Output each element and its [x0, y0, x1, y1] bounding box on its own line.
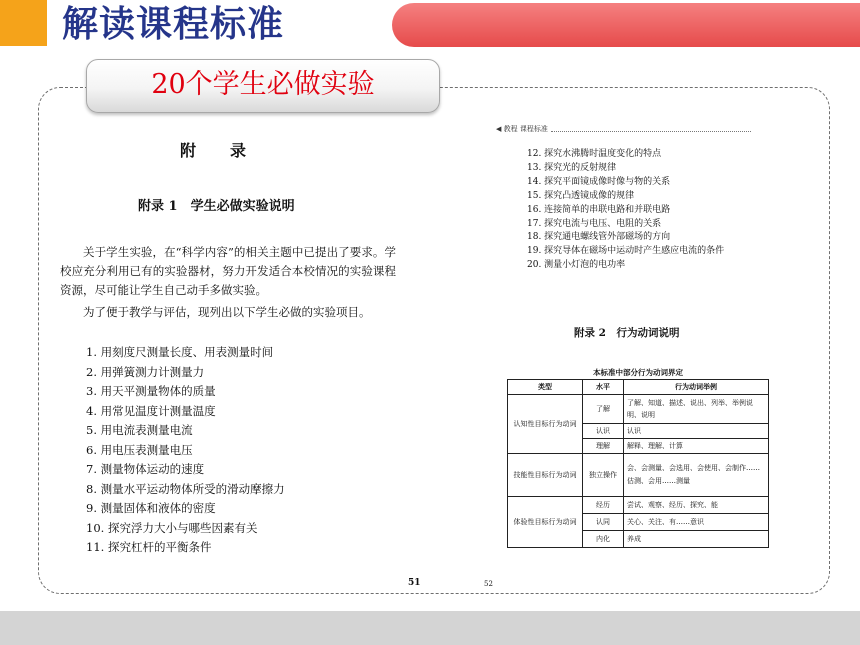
page-number-right: 52: [484, 580, 493, 588]
list-item: 11. 探究杠杆的平衡条件: [86, 540, 212, 554]
appendix-2-heading: 附录 2 行为动词说明: [574, 327, 680, 339]
appendix-title: 附录: [180, 141, 281, 160]
experiment-list-right: [527, 148, 724, 273]
list-item: 2. 用弹簧测力计测量力: [86, 364, 205, 379]
list-item: 15. 探究凸透镜成像的规律: [527, 190, 635, 201]
list-item: 9. 测量固体和液体的密度: [86, 501, 216, 515]
list-item: 7. 测量物体运动的速度: [86, 462, 205, 476]
table-row: [508, 395, 769, 424]
running-header-text: ◀ 教程 课程标准: [496, 125, 548, 133]
list-item: 3. 用天平测量物体的质量: [86, 384, 216, 398]
list-item: 13. 探究光的反射规律: [527, 162, 617, 173]
subtitle: 20个学生必做实验: [151, 69, 375, 100]
red-banner-bar: [392, 3, 860, 47]
example-cell: 会、会测量、会选用、会使用、会制作……估测、会用……测量: [624, 454, 769, 497]
table-row: [508, 454, 769, 497]
example-cell: 养成: [624, 531, 769, 548]
list-item: 6. 用电压表测量电压: [86, 442, 193, 457]
intro-paragraph: 关于学生实验，在“科学内容”的相关主题中已提出了要求。学校应充分利用已有的实验器材，努力开发适合本校情况的实验课程资源，尽可能让学生自己动手多做实验。: [60, 245, 396, 297]
table-header-row: [508, 380, 769, 395]
list-item: 16. 连接简单的串联电路和并联电路: [527, 204, 671, 215]
level-cell: 认同: [583, 514, 624, 531]
behavior-verbs-table: [507, 379, 769, 548]
running-header: [496, 124, 751, 134]
appendix-1-heading: 附录 1 学生必做实验说明: [138, 199, 295, 214]
purpose-paragraph: 为了便于教学与评估，现列出以下学生必做的实验项目。: [83, 305, 371, 319]
example-cell: 关心、关注、有……意识: [624, 514, 769, 531]
list-item: 14. 探究平面镜成像时像与物的关系: [527, 176, 671, 187]
level-cell: 经历: [583, 497, 624, 514]
list-item: 12. 探究水沸腾时温度变化的特点: [527, 149, 662, 159]
type-cell: 体验性目标行为动词: [508, 497, 583, 548]
level-cell: 理解: [583, 439, 624, 454]
level-cell: 了解: [583, 395, 624, 424]
column-header: 行为动词举例: [624, 380, 769, 395]
subtitle-box: [86, 59, 440, 113]
list-item: 20. 测量小灯泡的电功率: [527, 260, 626, 271]
list-item: 18. 探究通电螺线管外部磁场的方向: [527, 232, 671, 243]
list-item: 17. 探究电流与电压、电阻的关系: [527, 218, 662, 229]
list-item: 10. 探究浮力大小与哪些因素有关: [86, 520, 258, 535]
table-caption: 本标准中部分行为动词界定: [593, 368, 683, 377]
bottom-band: [0, 611, 860, 645]
example-cell: 认识: [624, 424, 769, 439]
level-cell: 独立操作: [583, 454, 624, 497]
column-header: 类型: [508, 380, 583, 395]
level-cell: 认识: [583, 424, 624, 439]
list-item: 4. 用常见温度计测量温度: [86, 403, 216, 418]
type-cell: 技能性目标行为动词: [508, 454, 583, 497]
experiment-list-left: [86, 343, 285, 558]
header-rule: [551, 127, 751, 132]
orange-accent-square: [0, 0, 47, 46]
column-header: 水平: [583, 380, 624, 395]
list-item: 8. 测量水平运动物体所受的滑动摩擦力: [86, 481, 285, 496]
table-row: [508, 497, 769, 514]
page-title: 解读课程标准: [62, 4, 285, 45]
list-item: 1. 用刻度尺测量长度、用表测量时间: [86, 345, 274, 359]
level-cell: 内化: [583, 531, 624, 548]
example-cell: 尝试、观察、经历、探究、能: [624, 497, 769, 514]
example-cell: 解释、理解、计算: [624, 439, 769, 454]
example-cell: 了解、知道、描述、说出、列举、举例说明、说明: [624, 395, 769, 424]
page-number-left: 51: [408, 578, 421, 588]
type-cell: 认知性目标行为动词: [508, 395, 583, 454]
list-item: 19. 探究导体在磁场中运动时产生感应电流的条件: [527, 246, 725, 257]
list-item: 5. 用电流表测量电流: [86, 423, 193, 437]
